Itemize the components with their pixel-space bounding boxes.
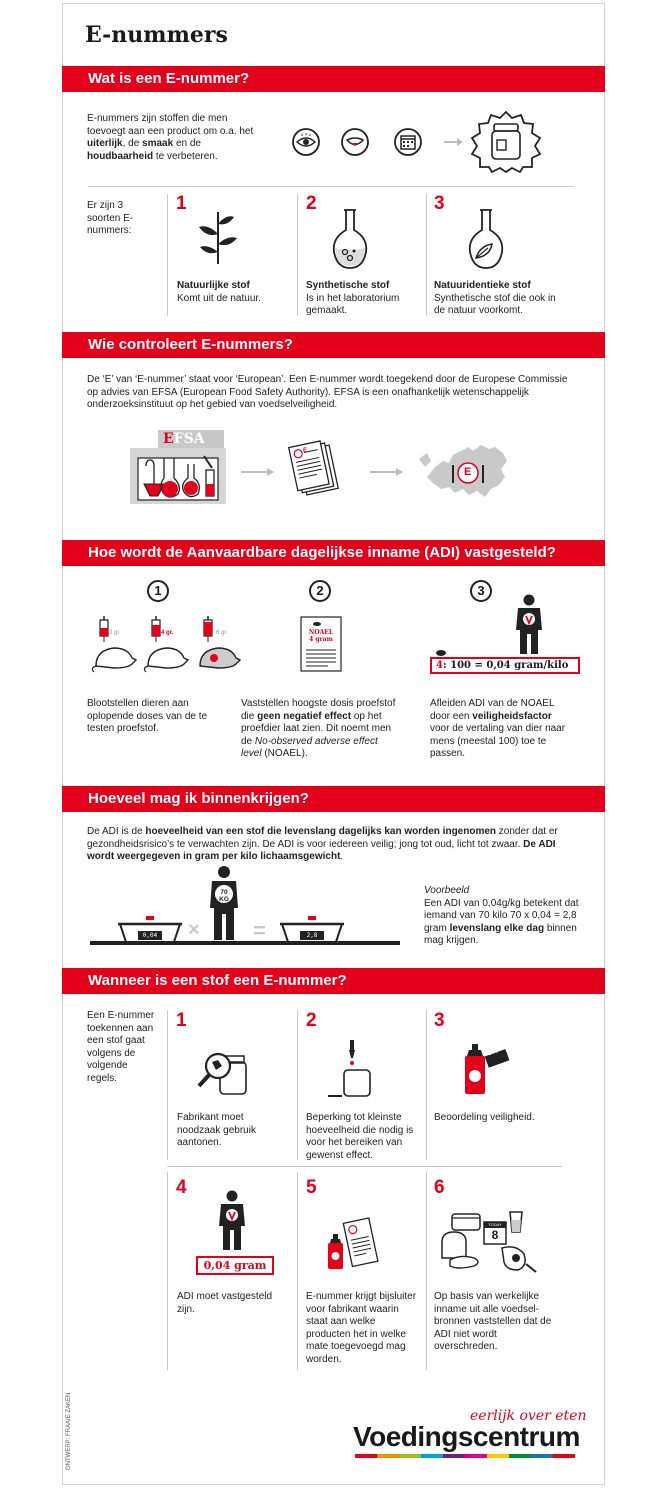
jar-badge-icon	[470, 110, 542, 172]
flask-leaf-icon	[466, 208, 506, 270]
divider	[426, 1172, 427, 1370]
person-icon	[208, 866, 240, 942]
rule-number: 5	[306, 1177, 317, 1198]
person-v-icon	[512, 594, 546, 656]
rules-intro: Een E-nummer toekennen aan een stof gaat volgens de volgende regels.	[87, 1010, 155, 1084]
mouth-icon	[340, 127, 370, 157]
efsa-text: De ‘E’ van ‘E-nummer’ staat voor ‘European’. Een E-nummer wordt toegekend door de Europese Commissie op advies van EFSA (European Food Safety Authority). EFSA is een onafhankelijk wetenschappelijk onderzoeksinstituut op het gebied van voedselveiligheid.	[87, 374, 568, 410]
section-heading-hoeveel: Hoeveel mag ik binnenkrijgen?	[62, 786, 605, 812]
magnifier-jar-icon	[196, 1048, 254, 1098]
efsa-logo: EFSA	[158, 430, 224, 448]
rule-number: 1	[176, 1010, 187, 1031]
divider	[297, 1172, 298, 1370]
page-title: E-nummers	[85, 22, 228, 48]
scale-right-readout: 2,8	[306, 932, 318, 939]
section-heading-wie-controleert: Wie controleert E-nummers?	[62, 332, 605, 358]
divider	[167, 1166, 562, 1167]
type-number: 2	[306, 193, 317, 214]
step-number: 1	[147, 580, 169, 602]
adi-value-box: 0,04 gram	[196, 1256, 274, 1275]
person-v-icon	[215, 1190, 249, 1252]
divider	[297, 194, 298, 316]
mouse-small-icon	[436, 650, 446, 656]
rule-text: Fabrikant moet noodzaak gebruik aantonen.	[177, 1112, 256, 1148]
arrow-icon	[241, 467, 275, 477]
arrow-icon	[370, 467, 404, 477]
type-number: 1	[176, 193, 187, 214]
food-items-icon	[440, 1208, 540, 1276]
type-title: Synthetische stof	[306, 280, 390, 291]
section-heading-adi: Hoe wordt de Aanvaardbare dagelijkse inname (ADI) vastgesteld?	[62, 540, 605, 566]
brand-colorbar	[355, 1454, 575, 1458]
type-card: Natuurlijke stof Komt uit de natuur.	[177, 280, 261, 304]
scale-left-icon	[118, 916, 182, 944]
type-card: Synthetische stof Is in het laboratorium gemaakt.	[306, 280, 400, 316]
arrow-icon	[444, 137, 464, 147]
rule-text: Beperking tot kleinste hoeveelheid die nodig is voor het bereiken van gewenst effect.	[306, 1112, 414, 1161]
type-title: Natuurlijke stof	[177, 280, 250, 291]
step-number: 3	[470, 580, 492, 602]
scale-left-readout: 0,04	[142, 932, 158, 939]
lab-equipment-icon	[134, 444, 224, 502]
times-sign: ×	[188, 919, 200, 941]
section-heading-wanneer: Wanneer is een stof een E-nummer?	[62, 968, 605, 994]
bottle-leaflet-icon	[326, 1218, 382, 1270]
divider	[167, 194, 168, 316]
step3-text: Afleiden ADI van de NOAEL door een veiligheidsfactor voor de vertaling van dier naar mens (meestal 100) toe te passen.	[430, 698, 566, 759]
rule-text: ADI moet vastgesteld zijn.	[177, 1291, 273, 1315]
rule-text: Beoordeling veiligheid.	[434, 1112, 535, 1123]
noael-sheet-icon	[300, 616, 342, 672]
brand-logo: Voedingscentrum	[353, 1421, 580, 1452]
type-card: Natuuridentieke stof Synthetische stof die ook in de natuur voorkomt.	[434, 280, 556, 316]
scale-right-icon	[280, 916, 344, 944]
mice-syringes-icon	[92, 614, 252, 674]
step-number: 2	[309, 580, 331, 602]
bottle-ok-icon	[460, 1044, 510, 1096]
design-credit: ONTWERP: FRAAIE ZAKEN	[66, 1392, 72, 1470]
flask-icon	[330, 208, 370, 270]
type-number: 3	[434, 193, 445, 214]
dose-label: 6 gr.	[216, 630, 228, 636]
equals-sign: =	[253, 918, 266, 943]
step2-text: Vaststellen hoogste dosis proefstof die geen negatief effect op het proefdier laat zien. Dit noemt men de No-observed adverse effect level (NOAEL).	[241, 698, 396, 759]
adi-formula: 4: 100 = 0,04 gram/kilo	[430, 657, 580, 674]
intro-text: E-nummers zijn stoffen die men toevoegt aan een product om o.a. het uiterlijk, de smaak en de houdbaarheid te verbeteren.	[87, 113, 254, 162]
dropper-jar-icon	[328, 1040, 378, 1098]
rule-text: Op basis van werkelijke inname uit alle voedsel-bronnen vaststellen dat de ADI niet wordt overschreden.	[434, 1291, 552, 1352]
rule-number: 2	[306, 1010, 317, 1031]
example-text: Voorbeeld Een ADI van 0,04g/kg betekent dat iemand van 70 kilo 70 x 0,04 = 2,8 gram levenslang elke dag binnen mag krijgen.	[424, 885, 579, 946]
calendar-day-number: 8	[491, 1228, 499, 1242]
eye-icon	[291, 127, 321, 157]
rule-number: 4	[176, 1177, 187, 1198]
calendar-today-label: TODAY	[488, 1222, 502, 1227]
divider	[297, 1010, 298, 1160]
person-weight-label: 70 KG	[219, 889, 229, 903]
types-intro: Er zijn 3 soorten E-nummers:	[87, 200, 134, 236]
documents-icon	[288, 440, 348, 500]
brand-tagline: eerlijk over eten	[470, 1408, 587, 1424]
plant-icon	[193, 208, 243, 266]
divider	[167, 1010, 168, 1160]
divider	[426, 1010, 427, 1160]
section-heading-wat-is: Wat is een E-nummer?	[62, 66, 605, 92]
noael-label: NOAEL 4 gram	[308, 629, 334, 643]
step1-text: Blootstellen dieren aan oplopende doses van de te testen proefstof.	[87, 698, 208, 734]
divider	[426, 194, 427, 316]
rule-text: E-nummer krijgt bijsluiter voor fabrikant waarin staat aan welke producten het in welke mate toegevoegd mag worden.	[306, 1291, 417, 1365]
calendar-icon	[393, 127, 423, 157]
divider	[88, 186, 574, 187]
rule-number: 3	[434, 1010, 445, 1031]
ok-label: OK	[486, 1047, 499, 1058]
rule-number: 6	[434, 1177, 445, 1198]
doc-e-letter: E	[303, 448, 308, 454]
divider	[167, 1172, 168, 1370]
type-title: Natuuridentieke stof	[434, 280, 531, 291]
adi-definition-text: De ADI is de hoeveelheid van een stof die levenslang dagelijks kan worden ingenomen zonder dat er gezondheidsrisico’s te verwachten zijn. De ADI is voor iedereen veilig; jong tot oud, licht tot zwaar. De ADI wordt weergegeven in gram per kilo lichaamsgewicht.	[87, 826, 558, 862]
dose-label: 4 gr.	[161, 630, 174, 636]
map-e-letter: E	[464, 466, 472, 478]
dose-label: 3 gr.	[109, 630, 121, 636]
